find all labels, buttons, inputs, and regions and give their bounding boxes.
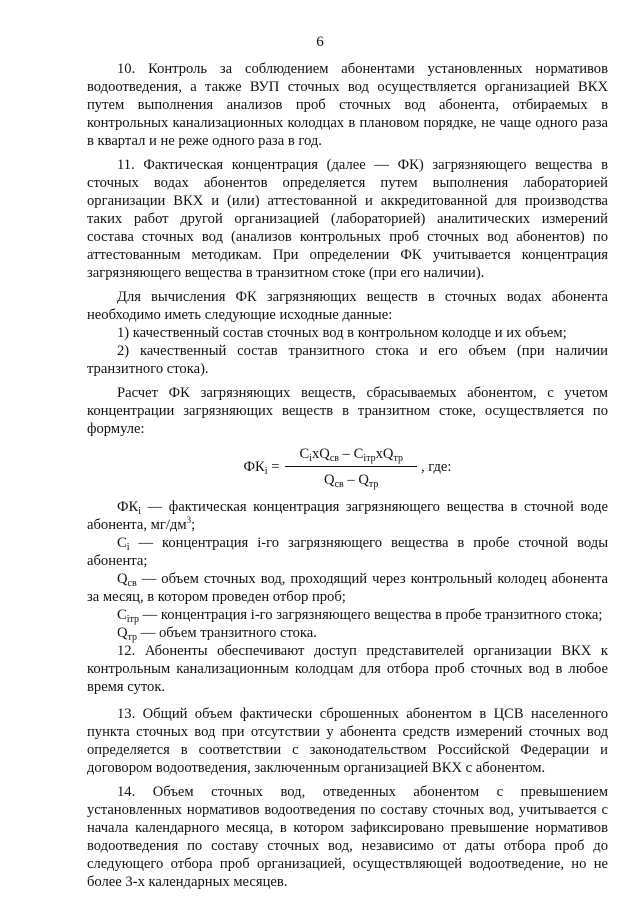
formula [87, 444, 608, 490]
paragraph-data-intro: Для вычисления ФК загрязняющих веществ в сточных водах абонента необходимо иметь следующие исходные данные: [87, 289, 608, 323]
document-body [87, 60, 608, 891]
formula-numerator: $C_ixQ_{св} - C_{iтр}xQ_{тр}$ [285, 445, 416, 467]
paragraph-13: 13. Общий объем фактически сброшенных абонентом в ЦСВ населенного пункта сточных вод при отсутствии у абонента средств измерений сточных вод определяется в соответствии с законодательством Российской Федерации и договором водоотведения, заключенным организацией ВКХ с абонентом. [87, 706, 608, 776]
formula-fraction [285, 445, 416, 489]
legend-ci: $C_i$ — концентрация i-го загрязняющего вещества в пробе сточной воды абонента; [87, 535, 608, 569]
formula-denominator: $Q_{св} - Q_{тр}$ [324, 472, 379, 490]
page-number: 6 [316, 34, 324, 50]
paragraph-14: 14. Объем сточных вод, отведенных абонентом с превышением установленных нормативов водоотведения по составу сточных вод, учитывается с начала календарного месяца, в котором зафиксировано превышение нормативов водоотведения по составу сточных вод, независимо от даты отбора проб до следующего отбора проб организацией, осуществляющей водоотведение, но не более 3-х календарных месяцев. [87, 784, 608, 890]
legend-fk: $ФК_i$ — фактическая концентрация загрязняющего вещества в сточной воде абонента, $мг/дм^3$; [87, 499, 608, 533]
list-item-2: 2) качественный состав транзитного стока и его объем (при наличии транзитного стока). [87, 343, 608, 377]
paragraph-10: 10. Контроль за соблюдением абонентами установленных нормативов водоотведения, а также ВУП сточных вод осуществляется организацией ВКХ путем выполнения анализов проб сточных вод абонента, отбираемых в контрольных канализационных колодцах в плановом порядке, не чаще одного раза в квартал и не реже одного раза в год. [87, 61, 608, 149]
paragraph-12: 12. Абоненты обеспечивают доступ представителей организации ВКХ к контрольным канализационным колодцам для отбора проб сточных вод в любое время суток. [87, 643, 608, 695]
paragraph-calculation: Расчет ФК загрязняющих веществ, сбрасываемых абонентом, с учетом концентрации загрязняющих веществ в транзитном стоке, осуществляется по формуле: [87, 385, 608, 437]
formula-tail: , где: [420, 459, 452, 475]
paragraph-11: 11. Фактическая концентрация (далее — ФК) загрязняющего вещества в сточных водах абонентов определяется путем выполнения лабораторией организации ВКХ и (или) аттестованной и аккредитованной для производства таких работ другой организацией (лабораторией) аналитических измерений состава сточных вод (анализов контрольных проб сточных вод абонентов) по аттестованным методикам. При определении ФК учитывается концентрация загрязняющего вещества в транзитном стоке (при его наличии). [87, 157, 608, 281]
list-item-1: 1) качественный состав сточных вод в контрольном колодце и их объем; [117, 325, 567, 341]
formula-lhs: $ФК_i$ = [243, 459, 280, 477]
legend-qsv: $Q_{св}$ — объем сточных вод, проходящий через контрольный колодец абонента за месяц, в котором проведен отбор проб; [87, 571, 608, 605]
legend-qtr: $Q_{тр}$ — объем транзитного стока. [117, 625, 317, 643]
legend-citr: $C_{iтр}$ — концентрация i-го загрязняющего вещества в пробе транзитного стока; [117, 607, 603, 625]
